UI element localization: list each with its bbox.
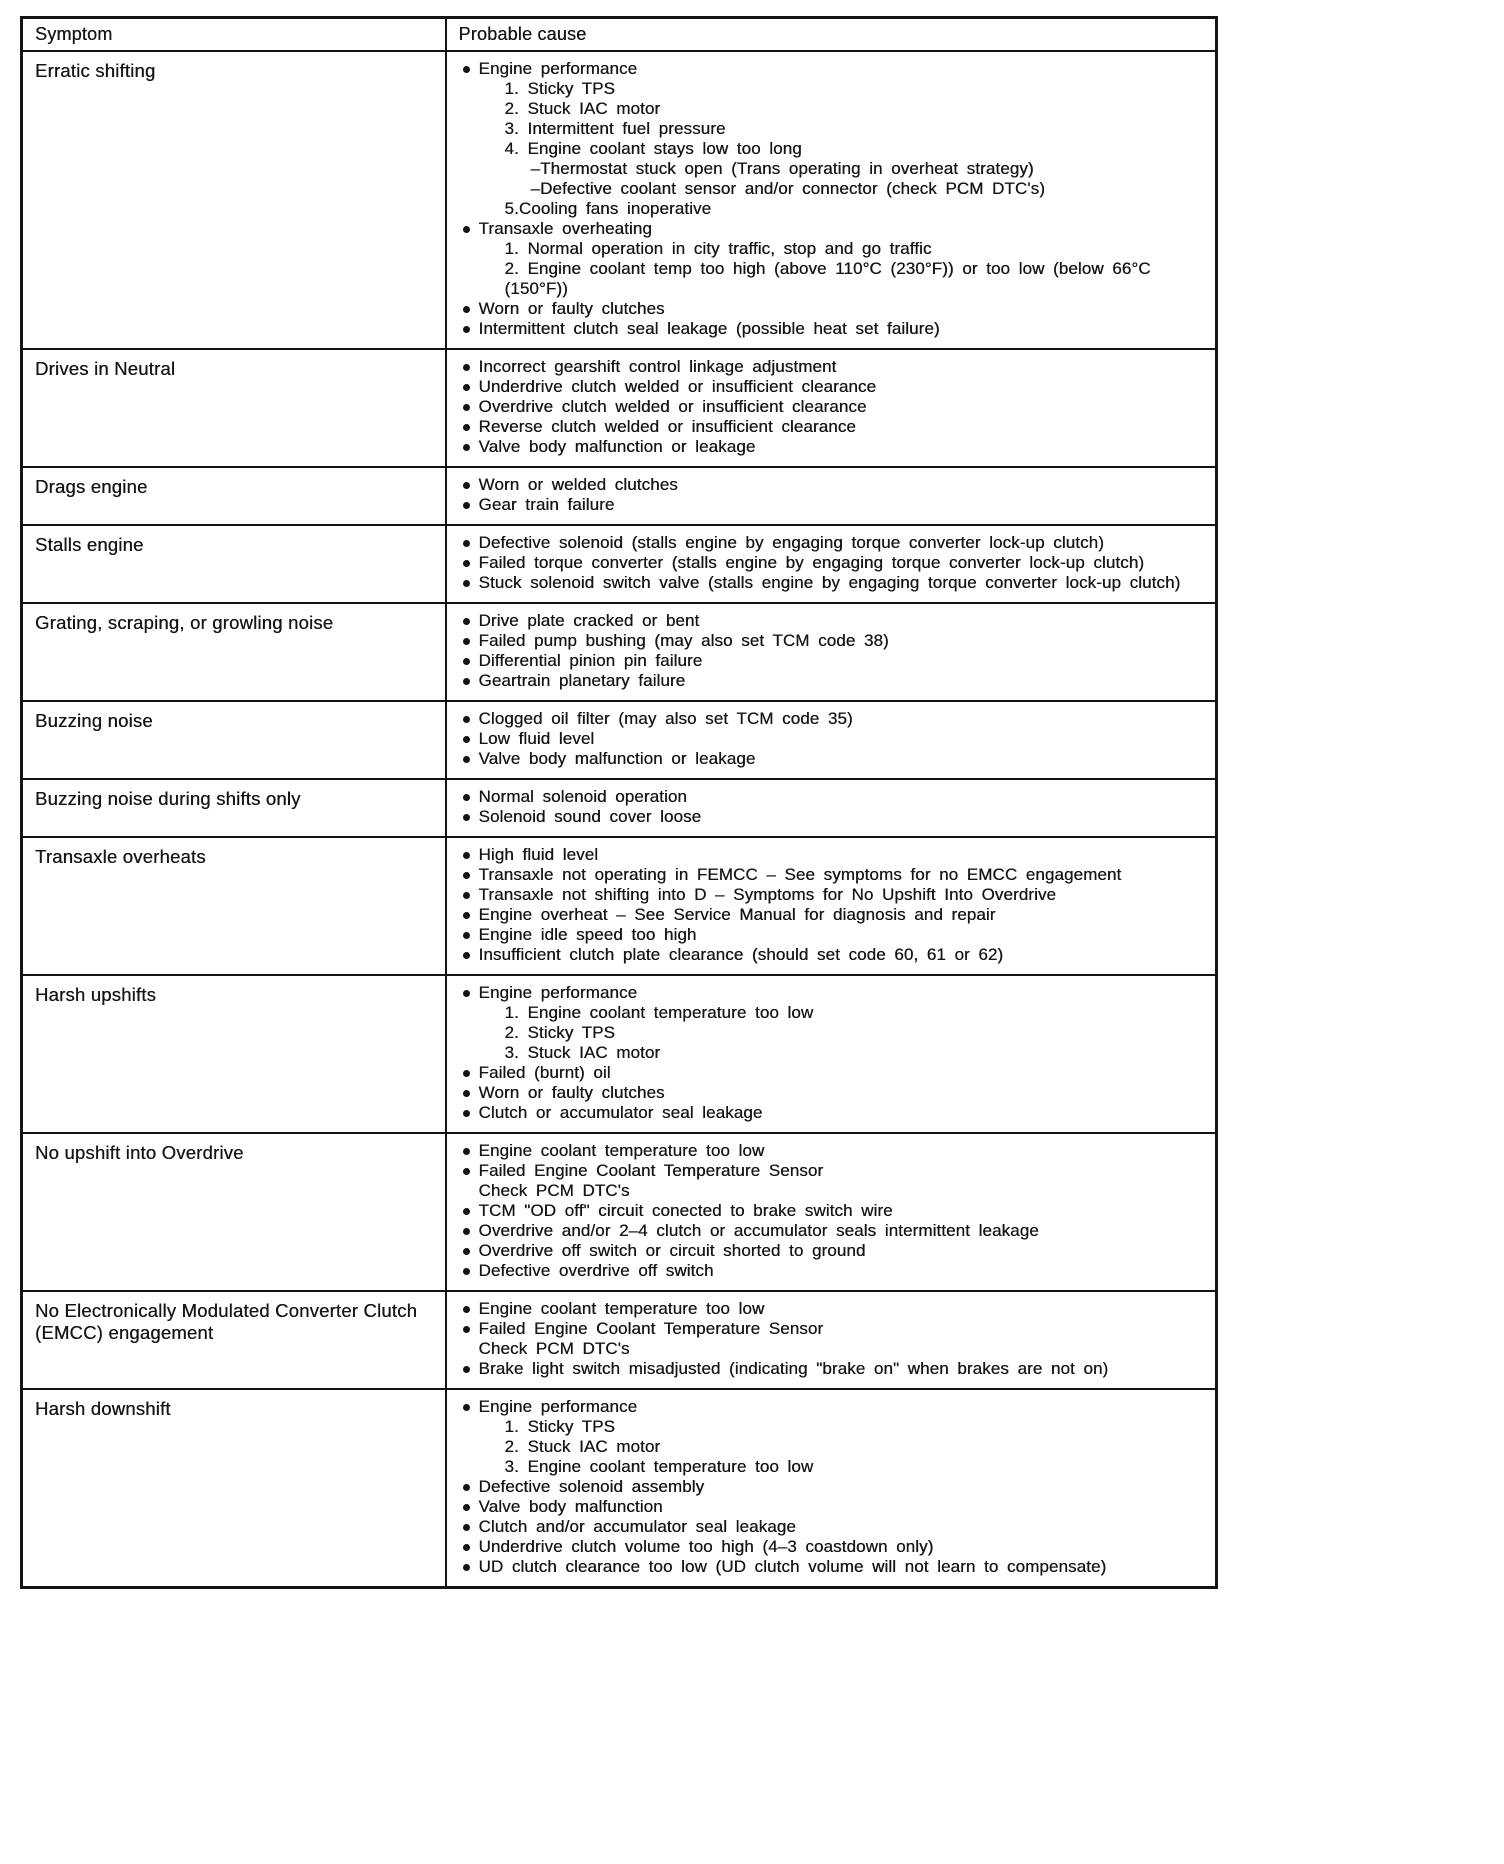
table-row	[22, 349, 1217, 467]
bullet-icon	[455, 299, 479, 319]
cause-text: Worn or faulty clutches	[478, 1083, 665, 1102]
symptom-cell: Buzzing noise	[22, 701, 446, 779]
bullet-icon	[455, 631, 479, 651]
cause-text: 5.Cooling fans inoperative	[504, 199, 712, 218]
indent-spacer	[481, 139, 505, 159]
cause-line	[455, 945, 1208, 965]
cause-text: 1. Engine coolant temperature too low	[504, 1003, 814, 1022]
cause-text: Failed Engine Coolant Temperature Sensor	[478, 1319, 824, 1338]
cause-line	[455, 1083, 1208, 1103]
cause-line	[455, 1339, 1208, 1359]
cause-text: Failed Engine Coolant Temperature Sensor	[478, 1161, 824, 1180]
cause-line	[455, 239, 1208, 259]
bullet-icon	[455, 1497, 479, 1517]
cause-text: Check PCM DTC's	[478, 1339, 630, 1358]
cause-line	[455, 397, 1208, 417]
cause-text: Defective overdrive off switch	[478, 1261, 714, 1280]
indent-spacer	[481, 199, 505, 219]
indent-spacer	[455, 1339, 479, 1359]
symptom-column-header: Symptom	[22, 18, 446, 52]
symptom-cell: Drags engine	[22, 467, 446, 525]
cause-text: Transaxle not shifting into D – Symptoms for No Upshift Into Overdrive	[478, 885, 1057, 904]
header-row	[22, 18, 1217, 52]
cause-text: Differential pinion pin failure	[478, 651, 703, 670]
cause-line	[455, 1201, 1208, 1221]
cause-text: High fluid level	[478, 845, 599, 864]
bullet-icon	[455, 729, 479, 749]
cause-line	[455, 139, 1208, 159]
cause-line	[455, 1497, 1208, 1517]
cause-line	[455, 1437, 1208, 1457]
bullet-icon	[455, 1261, 479, 1281]
symptom-cell: Buzzing noise during shifts only	[22, 779, 446, 837]
cause-line	[455, 259, 1208, 299]
cause-text: Engine coolant temperature too low	[478, 1141, 765, 1160]
bullet-icon	[455, 1161, 479, 1181]
cause-line	[455, 495, 1208, 515]
cause-cell	[446, 1133, 1217, 1291]
indent-spacer	[481, 1417, 505, 1437]
cause-line	[455, 1457, 1208, 1477]
cause-text: 1. Normal operation in city traffic, stop and go traffic	[504, 239, 932, 258]
indent-spacer	[481, 79, 505, 99]
cause-text: 2. Engine coolant temp too high (above 110°C (230°F)) or too low (below 66°C (150°F))	[504, 259, 1151, 298]
cause-text: 3. Engine coolant temperature too low	[504, 1457, 814, 1476]
cause-text: UD clutch clearance too low (UD clutch volume will not learn to compensate)	[478, 1557, 1107, 1576]
cause-text: –Defective coolant sensor and/or connector (check PCM DTC's)	[530, 179, 1045, 198]
cause-cell	[446, 779, 1217, 837]
cause-text: Intermittent clutch seal leakage (possible heat set failure)	[478, 319, 940, 338]
bullet-icon	[455, 651, 479, 671]
cause-text: Engine idle speed too high	[478, 925, 697, 944]
cause-line	[455, 651, 1208, 671]
cause-cell	[446, 1291, 1217, 1389]
table-row	[22, 1291, 1217, 1389]
bullet-icon	[455, 945, 479, 965]
cause-line	[455, 709, 1208, 729]
cause-cell	[446, 837, 1217, 975]
bullet-icon	[455, 1103, 479, 1123]
cause-line	[455, 79, 1208, 99]
bullet-icon	[455, 1517, 479, 1537]
symptom-cell: Harsh upshifts	[22, 975, 446, 1133]
cause-cell	[446, 349, 1217, 467]
cause-line	[455, 199, 1208, 219]
cause-text: Overdrive and/or 2–4 clutch or accumulator seals intermittent leakage	[478, 1221, 1039, 1240]
indent-spacer	[481, 239, 505, 259]
cause-column-header: Probable cause	[446, 18, 1217, 52]
cause-text: 3. Stuck IAC motor	[504, 1043, 661, 1062]
bullet-icon	[455, 905, 479, 925]
cause-text: Insufficient clutch plate clearance (should set code 60, 61 or 62)	[478, 945, 1004, 964]
cause-line	[455, 905, 1208, 925]
indent-spacer	[481, 259, 505, 279]
cause-cell	[446, 51, 1217, 349]
cause-text: Clutch or accumulator seal leakage	[478, 1103, 763, 1122]
bullet-icon	[455, 865, 479, 885]
bullet-icon	[455, 1063, 479, 1083]
cause-text: Normal solenoid operation	[478, 787, 687, 806]
table-row	[22, 525, 1217, 603]
bullet-icon	[455, 1221, 479, 1241]
table-row	[22, 837, 1217, 975]
bullet-icon	[455, 787, 479, 807]
cause-line	[455, 865, 1208, 885]
cause-line	[455, 631, 1208, 651]
cause-text: Engine overheat – See Service Manual for diagnosis and repair	[478, 905, 996, 924]
cause-line	[455, 807, 1208, 827]
bullet-icon	[455, 533, 479, 553]
indent-spacer	[455, 1181, 479, 1201]
bullet-icon	[455, 1397, 479, 1417]
cause-cell	[446, 525, 1217, 603]
cause-line	[455, 1397, 1208, 1417]
cause-text: TCM "OD off" circuit conected to brake switch wire	[478, 1201, 893, 1220]
indent-spacer	[481, 1043, 505, 1063]
cause-text: Drive plate cracked or bent	[478, 611, 700, 630]
bullet-icon	[455, 807, 479, 827]
bullet-icon	[455, 1557, 479, 1577]
cause-line	[455, 475, 1208, 495]
cause-text: Valve body malfunction or leakage	[478, 749, 756, 768]
cause-line	[455, 1103, 1208, 1123]
cause-text: Engine performance	[478, 1397, 638, 1416]
table-row	[22, 603, 1217, 701]
bullet-icon	[455, 59, 479, 79]
cause-line	[455, 749, 1208, 769]
table-row	[22, 701, 1217, 779]
cause-line	[455, 1003, 1208, 1023]
indent-spacer	[481, 1023, 505, 1043]
bullet-icon	[455, 1141, 479, 1161]
cause-line	[455, 573, 1208, 593]
cause-text: 3. Intermittent fuel pressure	[504, 119, 726, 138]
bullet-icon	[455, 1083, 479, 1103]
cause-cell	[446, 603, 1217, 701]
bullet-icon	[455, 1359, 479, 1379]
cause-line	[455, 1557, 1208, 1577]
cause-text: 2. Stuck IAC motor	[504, 1437, 661, 1456]
bullet-icon	[455, 357, 479, 377]
cause-line	[455, 1417, 1208, 1437]
bullet-icon	[455, 219, 479, 239]
symptom-cell: Grating, scraping, or growling noise	[22, 603, 446, 701]
cause-line	[455, 983, 1208, 1003]
symptom-cell: Erratic shifting	[22, 51, 446, 349]
cause-text: Worn or welded clutches	[478, 475, 678, 494]
cause-line	[455, 119, 1208, 139]
cause-line	[455, 377, 1208, 397]
cause-line	[455, 553, 1208, 573]
cause-text: Brake light switch misadjusted (indicating "brake on" when brakes are not on)	[478, 1359, 1109, 1378]
cause-text: Overdrive clutch welded or insufficient clearance	[478, 397, 867, 416]
cause-text: Valve body malfunction or leakage	[478, 437, 756, 456]
indent-spacer	[481, 119, 505, 139]
cause-line	[455, 1241, 1208, 1261]
cause-text: Engine performance	[478, 983, 638, 1002]
cause-line	[455, 1063, 1208, 1083]
bullet-icon	[455, 437, 479, 457]
cause-text: Failed torque converter (stalls engine by engaging torque converter lock-up clutch)	[478, 553, 1145, 572]
cause-line	[455, 319, 1208, 339]
table-row	[22, 1389, 1217, 1588]
cause-text: 2. Sticky TPS	[504, 1023, 615, 1042]
symptom-cell: Drives in Neutral	[22, 349, 446, 467]
cause-text: Failed pump bushing (may also set TCM code 38)	[478, 631, 889, 650]
bullet-icon	[455, 319, 479, 339]
cause-line	[455, 1261, 1208, 1281]
cause-line	[455, 1043, 1208, 1063]
cause-line	[455, 1299, 1208, 1319]
table-body	[22, 51, 1217, 1588]
indent-spacer	[507, 179, 531, 199]
cause-line	[455, 219, 1208, 239]
cause-text: Engine coolant temperature too low	[478, 1299, 765, 1318]
table-row	[22, 51, 1217, 349]
cause-line	[455, 417, 1208, 437]
cause-text: Reverse clutch welded or insufficient clearance	[478, 417, 856, 436]
cause-line	[455, 59, 1208, 79]
bullet-icon	[455, 1201, 479, 1221]
bullet-icon	[455, 1299, 479, 1319]
cause-text: 4. Engine coolant stays low too long	[504, 139, 802, 158]
cause-line	[455, 533, 1208, 553]
bullet-icon	[455, 573, 479, 593]
cause-cell	[446, 701, 1217, 779]
cause-text: Clutch and/or accumulator seal leakage	[478, 1517, 796, 1536]
cause-line	[455, 1141, 1208, 1161]
bullet-icon	[455, 925, 479, 945]
cause-cell	[446, 975, 1217, 1133]
bullet-icon	[455, 885, 479, 905]
indent-spacer	[481, 1457, 505, 1477]
cause-line	[455, 611, 1208, 631]
bullet-icon	[455, 397, 479, 417]
cause-line	[455, 299, 1208, 319]
cause-text: Valve body malfunction	[478, 1497, 663, 1516]
cause-line	[455, 787, 1208, 807]
symptom-cell: No upshift into Overdrive	[22, 1133, 446, 1291]
table-header	[22, 18, 1217, 52]
cause-cell	[446, 467, 1217, 525]
cause-line	[455, 357, 1208, 377]
cause-text: Solenoid sound cover loose	[478, 807, 702, 826]
cause-text: Defective solenoid assembly	[478, 1477, 705, 1496]
cause-text: –Thermostat stuck open (Trans operating in overheat strategy)	[530, 159, 1034, 178]
bullet-icon	[455, 475, 479, 495]
cause-line	[455, 729, 1208, 749]
bullet-icon	[455, 983, 479, 1003]
symptom-cell: No Electronically Modulated Converter Clutch (EMCC) engagement	[22, 1291, 446, 1389]
bullet-icon	[455, 1241, 479, 1261]
cause-text: Defective solenoid (stalls engine by engaging torque converter lock-up clutch)	[478, 533, 1104, 552]
bullet-icon	[455, 749, 479, 769]
symptom-cell: Stalls engine	[22, 525, 446, 603]
cause-text: 2. Stuck IAC motor	[504, 99, 661, 118]
cause-line	[455, 671, 1208, 691]
cause-line	[455, 1537, 1208, 1557]
bullet-icon	[455, 1319, 479, 1339]
symptom-cell: Transaxle overheats	[22, 837, 446, 975]
bullet-icon	[455, 1477, 479, 1497]
cause-line	[455, 925, 1208, 945]
cause-text: Geartrain planetary failure	[478, 671, 686, 690]
cause-text: Underdrive clutch volume too high (4–3 coastdown only)	[478, 1537, 934, 1556]
table-row	[22, 467, 1217, 525]
symptom-cell: Harsh downshift	[22, 1389, 446, 1588]
indent-spacer	[481, 99, 505, 119]
cause-text: Transaxle not operating in FEMCC – See symptoms for no EMCC engagement	[478, 865, 1122, 884]
indent-spacer	[481, 1003, 505, 1023]
bullet-icon	[455, 709, 479, 729]
cause-text: Clogged oil filter (may also set TCM code 35)	[478, 709, 853, 728]
cause-line	[455, 99, 1208, 119]
cause-text: Stuck solenoid switch valve (stalls engine by engaging torque converter lock-up clutch)	[478, 573, 1181, 592]
cause-text: Gear train failure	[478, 495, 615, 514]
cause-line	[455, 437, 1208, 457]
cause-text: Underdrive clutch welded or insufficient clearance	[478, 377, 877, 396]
cause-line	[455, 1319, 1208, 1339]
symptom-cause-table	[20, 16, 1218, 1589]
cause-line	[455, 159, 1208, 179]
bullet-icon	[455, 417, 479, 437]
cause-text: Engine performance	[478, 59, 638, 78]
cause-text: Check PCM DTC's	[478, 1181, 630, 1200]
bullet-icon	[455, 553, 479, 573]
cause-line	[455, 1221, 1208, 1241]
bullet-icon	[455, 845, 479, 865]
bullet-icon	[455, 1537, 479, 1557]
cause-text: Worn or faulty clutches	[478, 299, 665, 318]
bullet-icon	[455, 377, 479, 397]
bullet-icon	[455, 611, 479, 631]
cause-text: Incorrect gearshift control linkage adjustment	[478, 357, 837, 376]
cause-text: 1. Sticky TPS	[504, 1417, 615, 1436]
cause-cell	[446, 1389, 1217, 1588]
cause-line	[455, 845, 1208, 865]
cause-line	[455, 1181, 1208, 1201]
cause-line	[455, 1161, 1208, 1181]
cause-text: Transaxle overheating	[478, 219, 652, 238]
indent-spacer	[481, 1437, 505, 1457]
bullet-icon	[455, 671, 479, 691]
table-row	[22, 779, 1217, 837]
bullet-icon	[455, 495, 479, 515]
cause-line	[455, 1517, 1208, 1537]
cause-line	[455, 1359, 1208, 1379]
cause-line	[455, 1477, 1208, 1497]
cause-line	[455, 885, 1208, 905]
cause-line	[455, 179, 1208, 199]
table-row	[22, 975, 1217, 1133]
cause-text: 1. Sticky TPS	[504, 79, 615, 98]
cause-text: Overdrive off switch or circuit shorted to ground	[478, 1241, 866, 1260]
table-row	[22, 1133, 1217, 1291]
cause-text: Low fluid level	[478, 729, 595, 748]
cause-line	[455, 1023, 1208, 1043]
cause-text: Failed (burnt) oil	[478, 1063, 611, 1082]
indent-spacer	[507, 159, 531, 179]
